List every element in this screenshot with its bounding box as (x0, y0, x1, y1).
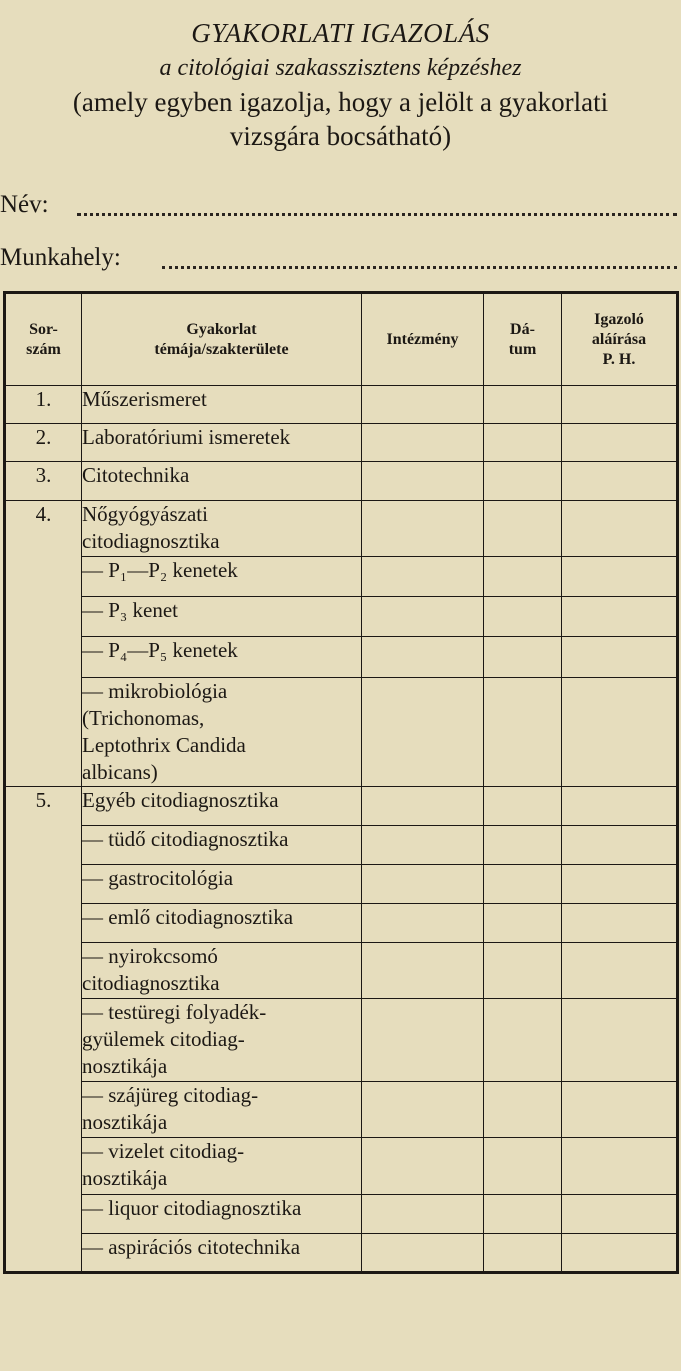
signature-cell[interactable] (562, 904, 678, 943)
row-number: 3. (35, 463, 52, 487)
table-row (5, 597, 678, 637)
table-row (5, 678, 678, 787)
topic-cell (82, 1234, 362, 1273)
topic-cell (82, 678, 362, 787)
topic-text: Műszerismeret (82, 387, 207, 411)
signature-cell[interactable] (562, 826, 678, 865)
workplace-fill-line[interactable] (162, 266, 677, 269)
topic-text: — vizelet citodiag- (82, 1139, 245, 1163)
col-header-igazolo-line2: aláírása (591, 330, 647, 348)
topic-cell (82, 424, 362, 462)
row-number-cell (5, 501, 82, 557)
topic-text: — gastrocitológia (82, 866, 234, 890)
institution-cell[interactable] (362, 1234, 484, 1273)
date-cell[interactable] (484, 904, 562, 943)
table-row (5, 462, 678, 501)
table-row (5, 386, 678, 424)
table-row (5, 1195, 678, 1234)
practice-table (3, 291, 679, 1274)
row-number-cell (5, 462, 82, 501)
institution-cell[interactable] (362, 1138, 484, 1195)
institution-cell[interactable] (362, 999, 484, 1082)
workplace-label: Munkahely: (0, 244, 121, 271)
form-note-line2: vizsgára bocsátható) (229, 121, 452, 151)
institution-cell[interactable] (362, 787, 484, 826)
topic-text: — P₄—P₅ kenetek (82, 638, 238, 662)
row-number-cell (5, 424, 82, 462)
row-number: 4. (35, 502, 52, 526)
date-cell[interactable] (484, 1138, 562, 1195)
topic-text: citodiagnosztika (82, 971, 220, 995)
topic-text: nosztikája (82, 1054, 168, 1078)
institution-cell[interactable] (362, 386, 484, 424)
topic-text: — aspirációs citotechnika (82, 1235, 301, 1259)
row-number: 5. (35, 788, 52, 812)
col-header-datum (484, 293, 562, 386)
topic-cell (82, 597, 362, 637)
topic-text: — testüregi folyadék- (82, 1000, 267, 1024)
signature-cell[interactable] (562, 501, 678, 557)
date-cell[interactable] (484, 557, 562, 597)
date-cell[interactable] (484, 999, 562, 1082)
date-cell[interactable] (484, 943, 562, 999)
table-row (5, 943, 678, 999)
topic-cell (82, 462, 362, 501)
row-number-cell (5, 1234, 82, 1273)
signature-cell[interactable] (562, 1234, 678, 1273)
institution-cell[interactable] (362, 865, 484, 904)
topic-text: — mikrobiológia (82, 679, 228, 703)
topic-cell (82, 865, 362, 904)
topic-text: — emlő citodiagnosztika (82, 905, 294, 929)
institution-cell[interactable] (362, 826, 484, 865)
table-row (5, 1082, 678, 1138)
row-number-cell (5, 943, 82, 999)
topic-text: — tüdő citodiagnosztika (82, 827, 289, 851)
col-header-intezmeny-label: Intézmény (386, 330, 459, 348)
row-number-cell (5, 386, 82, 424)
signature-cell[interactable] (562, 1195, 678, 1234)
date-cell[interactable] (484, 597, 562, 637)
row-number-cell (5, 826, 82, 865)
topic-text: — liquor citodiagnosztika (82, 1196, 302, 1220)
col-header-igazolo (562, 293, 678, 386)
institution-cell[interactable] (362, 462, 484, 501)
date-cell[interactable] (484, 826, 562, 865)
name-label: Név: (0, 191, 49, 218)
signature-cell[interactable] (562, 597, 678, 637)
row-number-cell (5, 787, 82, 826)
col-header-gyakorlat (82, 293, 362, 386)
topic-cell (82, 557, 362, 597)
topic-text: Nőgyógyászati (82, 502, 208, 526)
col-header-igazolo-line1: Igazoló (594, 310, 644, 328)
date-cell[interactable] (484, 637, 562, 678)
signature-cell[interactable] (562, 787, 678, 826)
signature-cell[interactable] (562, 943, 678, 999)
table-body (5, 386, 678, 1273)
signature-cell[interactable] (562, 999, 678, 1082)
topic-text: Leptothrix Candida (82, 733, 246, 757)
form-subtitle: a citológiai szakasszisztens képzéshez (159, 55, 522, 81)
institution-cell[interactable] (362, 1195, 484, 1234)
institution-cell[interactable] (362, 597, 484, 637)
topic-text: Laboratóriumi ismeretek (82, 425, 291, 449)
table-row (5, 787, 678, 826)
topic-text: (Trichonomas, (82, 706, 205, 730)
date-cell[interactable] (484, 424, 562, 462)
date-cell[interactable] (484, 1195, 562, 1234)
signature-cell[interactable] (562, 1082, 678, 1138)
row-number-cell (5, 637, 82, 678)
institution-cell[interactable] (362, 904, 484, 943)
col-header-sorszam-line2: szám (26, 340, 61, 358)
topic-cell (82, 904, 362, 943)
date-cell[interactable] (484, 865, 562, 904)
row-number: 2. (35, 425, 52, 449)
topic-cell (82, 386, 362, 424)
workplace-field[interactable] (0, 241, 681, 275)
topic-text: — szájüreg citodiag- (82, 1083, 259, 1107)
topic-text: — P₃ kenet (82, 598, 178, 622)
name-fill-line[interactable] (77, 213, 677, 216)
form-note-line1: (amely egyben igazolja, hogy a jelölt a gyakorlati (72, 87, 609, 117)
col-header-gyakorlat-line2: témája/szakterülete (154, 340, 289, 358)
table-row (5, 424, 678, 462)
table-row (5, 1234, 678, 1273)
col-header-sorszam-line1: Sor- (29, 320, 58, 338)
topic-cell (82, 501, 362, 557)
col-header-igazolo-line3: P. H. (602, 350, 636, 368)
topic-text: — nyirokcsomó (82, 944, 218, 968)
row-number-cell (5, 865, 82, 904)
institution-cell[interactable] (362, 637, 484, 678)
institution-cell[interactable] (362, 501, 484, 557)
signature-cell[interactable] (562, 1138, 678, 1195)
institution-cell[interactable] (362, 424, 484, 462)
signature-cell[interactable] (562, 462, 678, 501)
topic-text: — P₁—P₂ kenetek (82, 558, 238, 582)
row-number-cell (5, 999, 82, 1082)
topic-cell (82, 787, 362, 826)
col-header-sorszam (5, 293, 82, 386)
topic-cell (82, 826, 362, 865)
row-number-cell (5, 1138, 82, 1195)
date-cell[interactable] (484, 787, 562, 826)
col-header-intezmeny (362, 293, 484, 386)
row-number-cell (5, 904, 82, 943)
topic-text: albicans) (82, 760, 158, 784)
topic-text: Citotechnika (82, 463, 190, 487)
col-header-datum-line2: tum (508, 340, 537, 358)
row-number-cell (5, 597, 82, 637)
signature-cell[interactable] (562, 637, 678, 678)
topic-text: nosztikája (82, 1166, 168, 1190)
table-row (5, 501, 678, 557)
col-header-datum-line1: Dá- (510, 320, 535, 338)
form-title: GYAKORLATI IGAZOLÁS (191, 18, 490, 48)
date-cell[interactable] (484, 1082, 562, 1138)
topic-text: gyülemek citodiag- (82, 1027, 245, 1051)
topic-text: citodiagnosztika (82, 529, 220, 553)
institution-cell[interactable] (362, 1082, 484, 1138)
row-number-cell (5, 1195, 82, 1234)
institution-cell[interactable] (362, 943, 484, 999)
table-row (5, 1138, 678, 1195)
table-row (5, 826, 678, 865)
col-header-gyakorlat-line1: Gyakorlat (186, 320, 257, 338)
table-row (5, 904, 678, 943)
topic-cell (82, 1082, 362, 1138)
signature-cell[interactable] (562, 424, 678, 462)
row-number-cell (5, 1082, 82, 1138)
institution-cell[interactable] (362, 557, 484, 597)
date-cell[interactable] (484, 462, 562, 501)
signature-cell[interactable] (562, 557, 678, 597)
date-cell[interactable] (484, 386, 562, 424)
name-field[interactable] (0, 188, 681, 222)
topic-text: nosztikája (82, 1110, 168, 1134)
table-row (5, 637, 678, 678)
row-number-cell (5, 678, 82, 787)
date-cell[interactable] (484, 501, 562, 557)
topic-cell (82, 1195, 362, 1234)
signature-cell[interactable] (562, 386, 678, 424)
row-number-cell (5, 557, 82, 597)
signature-cell[interactable] (562, 678, 678, 787)
topic-text: Egyéb citodiagnosztika (82, 788, 279, 812)
topic-cell (82, 943, 362, 999)
table-row (5, 557, 678, 597)
date-cell[interactable] (484, 678, 562, 787)
row-number: 1. (35, 387, 52, 411)
topic-cell (82, 999, 362, 1082)
table-header-row (5, 293, 678, 386)
signature-cell[interactable] (562, 865, 678, 904)
date-cell[interactable] (484, 1234, 562, 1273)
table-row (5, 999, 678, 1082)
institution-cell[interactable] (362, 678, 484, 787)
topic-cell (82, 637, 362, 678)
topic-cell (82, 1138, 362, 1195)
table-row (5, 865, 678, 904)
